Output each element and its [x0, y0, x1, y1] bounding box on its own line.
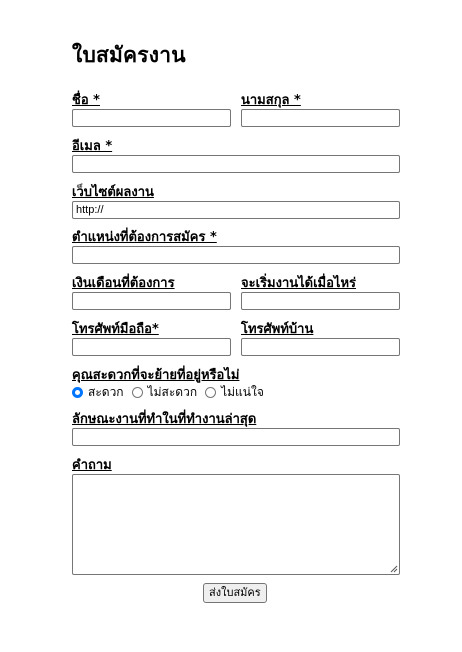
relocate-radio-no[interactable]	[132, 387, 143, 398]
first-name-label: ชื่อ *	[72, 93, 100, 108]
salary-input[interactable]	[72, 292, 231, 310]
name-row	[72, 92, 400, 127]
resize-grip-icon[interactable]	[390, 565, 398, 573]
relocate-option-unsure-label[interactable]: ไม่แน่ใจ	[221, 385, 264, 399]
email-group	[72, 138, 400, 173]
last-name-group	[241, 92, 400, 127]
relocate-options	[72, 384, 272, 400]
phone-row	[72, 321, 400, 356]
first-name-input[interactable]	[72, 109, 231, 127]
relocate-group	[72, 367, 272, 400]
last-job-input[interactable]	[72, 428, 400, 446]
home-phone-group	[241, 321, 400, 356]
last-name-label: นามสกุล *	[241, 93, 301, 108]
questions-textarea[interactable]	[72, 474, 400, 575]
first-name-group	[72, 92, 231, 127]
position-input[interactable]	[72, 246, 400, 264]
mobile-group	[72, 321, 231, 356]
position-group	[72, 229, 400, 264]
email-label: อีเมล *	[72, 139, 113, 154]
start-date-label: จะเริ่มงานได้เมื่อไหร่	[241, 276, 357, 291]
mobile-label: โทรศัพท์มือถือ*	[72, 322, 159, 337]
salary-label: เงินเดือนที่ต้องการ	[72, 276, 175, 291]
relocate-radio-unsure[interactable]	[205, 387, 216, 398]
salary-start-row	[72, 275, 400, 310]
portfolio-input[interactable]	[72, 201, 400, 219]
email-input[interactable]	[72, 155, 400, 173]
questions-label: คำถาม	[72, 458, 112, 473]
relocate-option-no-label[interactable]: ไม่สะดวก	[147, 385, 198, 399]
mobile-input[interactable]	[72, 338, 231, 356]
job-application-form	[72, 38, 400, 599]
salary-group	[72, 275, 231, 310]
portfolio-label: เว็บไซต์ผลงาน	[72, 185, 154, 200]
submit-button[interactable]: ส่งใบสมัคร	[203, 583, 267, 603]
start-date-group	[241, 275, 400, 310]
relocate-label: คุณสะดวกที่จะย้ายที่อยู่หรือไม่	[72, 368, 240, 383]
start-date-input[interactable]	[241, 292, 400, 310]
home-phone-input[interactable]	[241, 338, 400, 356]
relocate-radio-yes[interactable]	[72, 387, 83, 398]
portfolio-group	[72, 184, 400, 219]
home-phone-label: โทรศัพท์บ้าน	[241, 322, 314, 337]
last-job-group	[72, 411, 400, 446]
page-title: ใบสมัครงาน	[72, 43, 186, 67]
last-name-input[interactable]	[241, 109, 400, 127]
last-job-label: ลักษณะงานที่ทำในที่ทำงานล่าสุด	[72, 412, 257, 427]
position-label: ตำแหน่งที่ต้องการสมัคร *	[72, 230, 217, 245]
questions-group	[72, 457, 400, 575]
relocate-option-yes-label[interactable]: สะดวก	[88, 385, 124, 399]
